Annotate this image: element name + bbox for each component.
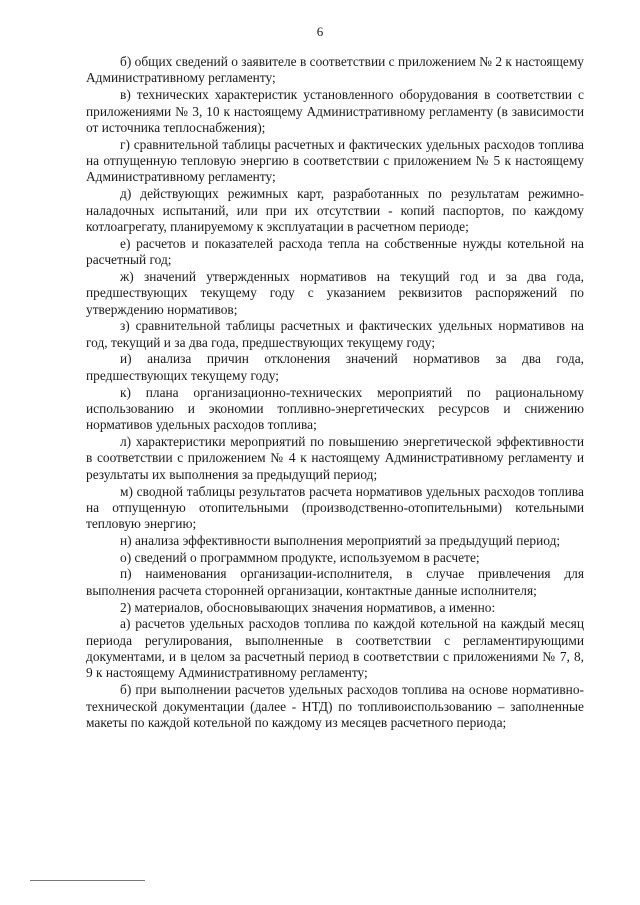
paragraph-zh: ж) значений утвержденных нормативов на текущий год и за два года, предшествующих текущему году с указанием реквизитов распоряжений по утверждению нормативов; — [86, 268, 584, 317]
page-number: 6 — [316, 24, 324, 39]
paragraph-v: в) технических характеристик установленного оборудования в соответствии с приложениями № 3, 10 к настоящему Административному регламенту (в зависимости от источника теплоснабжения); — [86, 87, 584, 135]
paragraph-b: б) общих сведений о заявителе в соответствии с приложением № 2 к настоящему Административному регламенту; — [86, 54, 584, 86]
footnote-divider — [30, 880, 145, 881]
paragraph-d: д) действующих режимных карт, разработанных по результатам режимно-наладочных испытаний, или при их отсутствии - копий паспортов, по каждому котлоагрегату, планируемому к эксплуатации в расчетном периоде; — [86, 186, 584, 234]
paragraph-l: л) характеристики мероприятий по повышению энергетической эффективности в соответствии с приложением № 4 к настоящему Административному регламенту и результаты их выполнения за предыдущий период; — [86, 434, 584, 482]
section-2-heading: 2) материалов, обосновывающих значения нормативов, а именно: — [120, 599, 496, 615]
paragraph-k: к) плана организационно-технических мероприятий по рациональному использованию и экономии топливно-энергетических ресурсов и снижению нормативов удельных расходов топлива; — [86, 384, 584, 433]
paragraph-p: п) наименования организации-исполнителя, в случае привлечения для выполнения расчета сторонней организации, контактные данные исполнителя; — [86, 566, 584, 598]
paragraph-i: и) анализа причин отклонения значений нормативов за два года, предшествующих текущему году; — [86, 351, 584, 383]
paragraph-2a: а) расчетов удельных расходов топлива по каждой котельной на каждый месяц периода регулирования, выполненные в соответствии с регламентирующими документами, и в целом за расчетный период в соответствии с приложениями № 7, 8, 9 к настоящему Административному регламенту; — [86, 616, 584, 681]
paragraph-2b: б) при выполнении расчетов удельных расходов топлива на основе нормативно-технической документации (далее - НТД) по топливоиспользованию – заполненные макеты по каждой котельной по каждому из месяцев расчетного периода; — [86, 682, 584, 730]
paragraph-o: о) сведений о программном продукте, используемом в расчете; — [120, 549, 480, 565]
paragraph-e: е) расчетов и показателей расхода тепла на собственные нужды котельной на расчетный год; — [86, 235, 584, 268]
paragraph-m: м) сводной таблицы результатов расчета нормативов удельных расходов топлива на отпущенную отопительными (производственно-отопительными) котельными тепловую энергию; — [86, 483, 584, 532]
paragraph-z: з) сравнительной таблицы расчетных и фактических удельных нормативов на год, текущий и за два года, предшествующих текущему году; — [86, 318, 584, 350]
document-body — [86, 54, 584, 732]
paragraph-n: н) анализа эффективности выполнения мероприятий за предыдущий период; — [120, 533, 561, 549]
paragraph-g: г) сравнительной таблицы расчетных и фактических удельных расходов топлива на отпущенную тепловую энергию в соответствии с приложением № 5 к настоящему Административному регламенту; — [86, 136, 584, 185]
